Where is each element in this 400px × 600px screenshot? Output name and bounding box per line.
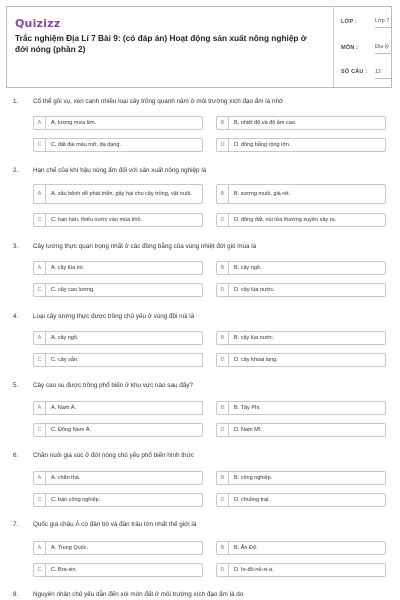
option-letter: B (217, 117, 229, 129)
question-number: 2. (13, 167, 19, 174)
option-a[interactable] (33, 541, 203, 555)
option-c[interactable] (33, 138, 203, 152)
option-letter: C (34, 494, 46, 506)
option-d[interactable] (216, 423, 386, 437)
option-d[interactable] (216, 138, 386, 152)
question-number: 4. (13, 313, 19, 320)
question-text: Hạn chế của khí hậu nóng ẩm đối với sản xuất nông nghiệp là (33, 167, 207, 174)
option-text: C. cây cao lương. (51, 286, 95, 293)
option-text: D. cây khoai lang. (234, 356, 278, 363)
option-letter: A (34, 117, 46, 129)
question-text: Nguyên nhân chủ yếu dẫn đến xói mòn đất ở môi trường xích đạo ẩm là do (33, 591, 244, 598)
option-text: B. cây ngô. (234, 264, 262, 271)
option-letter: A (34, 542, 46, 554)
option-letter: A (34, 332, 46, 344)
option-text: C. Bra-xin. (51, 566, 77, 573)
option-c[interactable] (33, 213, 203, 227)
question-number: 7. (13, 521, 19, 528)
option-a[interactable] (33, 471, 203, 485)
option-letter: A (34, 472, 46, 484)
option-b[interactable] (216, 471, 386, 485)
option-a[interactable] (33, 184, 203, 204)
option-text: B. cây lúa nước. (234, 334, 275, 341)
option-letter: A (34, 262, 46, 274)
header-divider (333, 7, 334, 87)
option-text: A. sâu bệnh dễ phát triển, gây hại cho cây trồng, vật nuôi. (51, 190, 192, 197)
option-text: A. Nam Á. (51, 404, 77, 411)
option-letter: A (34, 402, 46, 414)
option-c[interactable] (33, 423, 203, 437)
option-d[interactable] (216, 493, 386, 507)
option-b[interactable] (216, 541, 386, 555)
option-b[interactable] (216, 261, 386, 275)
option-c[interactable] (33, 353, 203, 367)
option-text: D. đồng bằng rộng lớn. (234, 141, 291, 148)
question-text: Quốc gia châu Á có đàn bò và đàn trâu lớn nhất thế giới là (33, 521, 197, 528)
option-text: A. lượng mưa lớn. (51, 119, 97, 126)
question-number: 1. (13, 98, 19, 105)
option-text: D. Nam Mĩ. (234, 426, 262, 433)
option-text: C. cây sắn. (51, 356, 79, 363)
option-letter: C (34, 424, 46, 436)
option-letter: C (34, 139, 46, 151)
question-text: Cây cao su được trồng phổ biến ở khu vực nào sau đây? (33, 382, 193, 389)
option-letter: D (217, 424, 229, 436)
option-letter: C (34, 214, 46, 226)
option-text: B. sương muối, giá rét. (234, 190, 291, 197)
option-text: B. Tây Phi. (234, 404, 261, 411)
subject-value: Địa lý (375, 44, 391, 54)
option-letter: D (217, 494, 229, 506)
option-letter: B (217, 542, 229, 554)
option-text: D. động đất, núi lửa thường xuyên xảy ra. (234, 216, 337, 223)
grade-value: Lớp 7 (375, 18, 391, 28)
option-text: A. chăn thả. (51, 474, 81, 481)
option-a[interactable] (33, 116, 203, 130)
option-a[interactable] (33, 331, 203, 345)
option-b[interactable] (216, 184, 386, 204)
option-b[interactable] (216, 401, 386, 415)
option-text: B. công nghiệp. (234, 474, 273, 481)
option-text: A. cây ngô. (51, 334, 79, 341)
option-letter: C (34, 284, 46, 296)
option-d[interactable] (216, 563, 386, 577)
option-a[interactable] (33, 261, 203, 275)
grade-label: LỚP : (341, 19, 357, 25)
option-a[interactable] (33, 401, 203, 415)
option-text: B. nhiệt độ và độ ẩm cao. (234, 119, 297, 126)
quizizz-logo: Quizizz (15, 17, 61, 30)
option-text: B. Ấn Độ. (234, 544, 258, 551)
question-text: Cổ thể gồi vụ, xen canh nhiều loại cây trồng quanh năm ở môi trường xích đạo ẩm là nhờ (33, 98, 284, 105)
option-letter: B (217, 402, 229, 414)
option-letter: D (217, 139, 229, 151)
worksheet-title: Trắc nghiệm Địa Lí 7 Bài 9: (có đáp án) Hoạt động sản xuất nông nghiệp ở đới nóng (phần 2) (15, 33, 307, 54)
question-number: 6. (13, 452, 19, 459)
option-letter: D (217, 284, 229, 296)
option-d[interactable] (216, 283, 386, 297)
option-c[interactable] (33, 493, 203, 507)
option-text: A. cây lúa mì. (51, 264, 85, 271)
question-text: Chăn nuôi gia súc ở đới nóng chủ yếu phổ biến hình thức (33, 452, 194, 459)
option-letter: D (217, 214, 229, 226)
option-letter: D (217, 354, 229, 366)
option-text: D. In-đô-nê-xi-a. (234, 566, 274, 573)
question-number: 8. (13, 591, 19, 598)
subject-label: MÔN : (341, 45, 359, 51)
option-text: C. đất đai màu mỡ, đa dạng. (51, 141, 121, 148)
option-letter: B (217, 185, 229, 203)
option-letter: A (34, 185, 46, 203)
question-number: 3. (13, 243, 19, 250)
option-d[interactable] (216, 353, 386, 367)
option-letter: B (217, 472, 229, 484)
option-b[interactable] (216, 331, 386, 345)
option-text: C. bán công nghiệp. (51, 496, 101, 503)
option-letter: D (217, 564, 229, 576)
question-number: 5. (13, 382, 19, 389)
option-letter: B (217, 332, 229, 344)
option-b[interactable] (216, 116, 386, 130)
option-text: A. Trung Quốc. (51, 544, 88, 551)
option-text: D. chuồng trại. (234, 496, 270, 503)
option-letter: C (34, 354, 46, 366)
option-text: D. cây lúa nước. (234, 286, 275, 293)
option-c[interactable] (33, 563, 203, 577)
question-count-label: SỐ CÂU : (341, 69, 368, 75)
option-c[interactable] (33, 283, 203, 297)
question-count-value: 12 (375, 69, 391, 79)
option-d[interactable] (216, 213, 386, 227)
option-letter: B (217, 262, 229, 274)
option-text: C. Đông Nam Á. (51, 426, 92, 433)
question-text: Cây lương thực quan trọng nhất ở các đồng bằng của vùng nhiệt đới gió mùa là (33, 243, 257, 250)
option-text: C. hạn hán, thiếu nước vào mùa khô. (51, 216, 143, 223)
question-text: Loại cây lương thực được trồng chủ yếu ở vùng đồi núi là (33, 313, 195, 320)
option-letter: C (34, 564, 46, 576)
worksheet-header (6, 6, 392, 88)
